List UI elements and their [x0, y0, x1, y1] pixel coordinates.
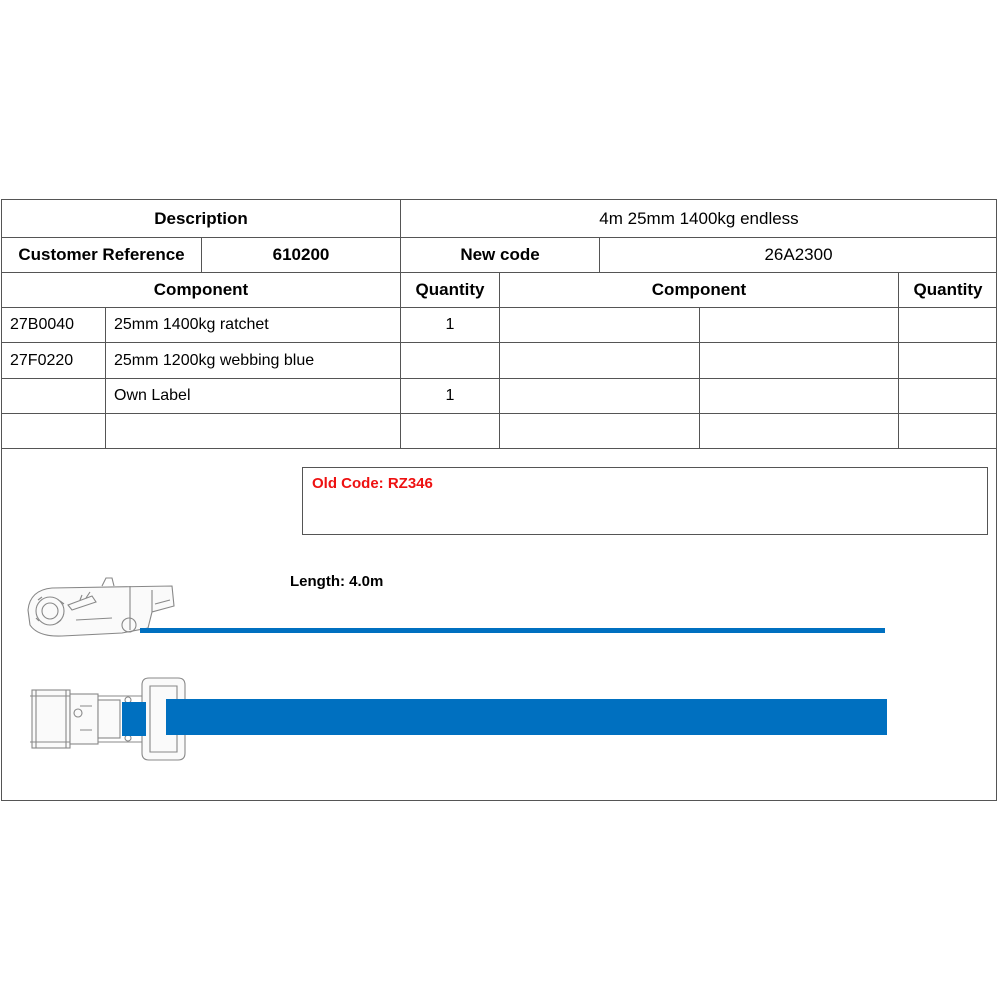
component-code: 27B0040 — [2, 308, 106, 343]
ratchet-side-view-icon — [28, 578, 174, 636]
ratchet-top-view-icon — [30, 678, 185, 760]
component-header-right: Component — [500, 273, 899, 308]
component-name: 25mm 1200kg webbing blue — [106, 343, 401, 379]
new-code-value: 26A2300 — [600, 238, 997, 273]
quantity-header-left: Quantity — [401, 273, 500, 308]
component-name: 25mm 1400kg ratchet — [106, 308, 401, 343]
webbing-top-view — [166, 699, 887, 735]
customer-reference-value: 610200 — [202, 238, 401, 273]
new-code-label: New code — [401, 238, 600, 273]
component-qty: 1 — [401, 308, 500, 343]
webbing-inside-ratchet — [122, 702, 146, 736]
old-code-text: Old Code: RZ346 — [312, 475, 433, 492]
component-code: 27F0220 — [2, 343, 106, 379]
product-spec-sheet — [1, 199, 997, 801]
description-value: 4m 25mm 1400kg endless — [401, 200, 997, 238]
customer-reference-label: Customer Reference — [2, 238, 202, 273]
strap-drawing — [2, 200, 996, 800]
quantity-header-right: Quantity — [899, 273, 997, 308]
component-qty: 1 — [401, 379, 500, 414]
description-label: Description — [2, 200, 401, 238]
webbing-side-view — [140, 628, 885, 633]
length-label: Length: 4.0m — [290, 573, 384, 590]
component-header-left: Component — [2, 273, 401, 308]
component-name: Own Label — [106, 379, 401, 414]
